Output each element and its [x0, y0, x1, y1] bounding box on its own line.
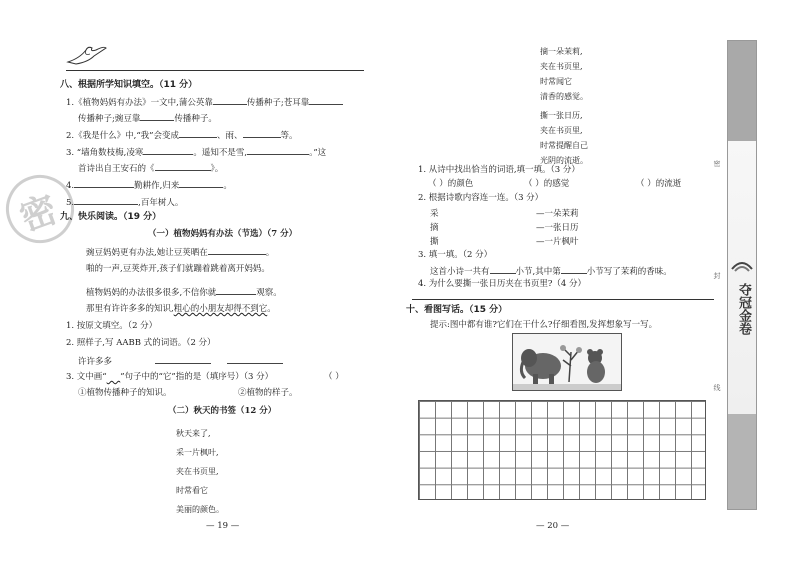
q10-2: 2. 根据诗歌内容连一连。（3 分） — [418, 193, 544, 203]
answer-blank[interactable] — [227, 355, 283, 364]
q9-2-example: 许许多多 — [78, 355, 283, 368]
bird-icon — [66, 44, 108, 68]
answer-blank[interactable] — [74, 196, 138, 205]
watermark-stamp: 密 — [0, 165, 84, 252]
answer-blank[interactable] — [179, 179, 223, 188]
q9-1: 1. 按原文填空。（2 分） — [66, 321, 158, 331]
poem-line: 时常提醒自己 — [540, 141, 588, 150]
poem-line: 美丽的颜色。 — [176, 505, 224, 514]
q10-1-blank-b[interactable]: （ ）的感觉 — [524, 179, 570, 189]
q9-3-option-2[interactable]: ②植物的样子。 — [238, 388, 298, 398]
answer-blank[interactable] — [216, 286, 256, 295]
answer-blank[interactable] — [243, 129, 281, 138]
poem-line: 清香的感觉。 — [540, 92, 588, 101]
q8-1-line1: 1.《植物妈妈有办法》一文中,蒲公英靠 传播种子;苍耳靠 — [66, 96, 343, 109]
answer-blank[interactable] — [561, 265, 587, 274]
poem-line: 时常看它 — [176, 486, 208, 495]
sidebar-band-bottom — [728, 414, 756, 509]
page-number-right: — 20 — — [536, 521, 570, 531]
illustration-icon — [513, 334, 621, 390]
q8-1-line2: 传播种子;豌豆靠 传播种子。 — [78, 114, 217, 124]
section-10-title: 十、看图写话。（15 分） — [406, 305, 508, 315]
passage-2-title: （二）秋天的书签（12 分） — [168, 406, 277, 416]
poem-line: 采一片枫叶, — [176, 448, 219, 457]
page-number-left: — 19 — — [206, 521, 240, 531]
poem-calendar — [540, 108, 588, 168]
answer-blank[interactable] — [143, 146, 193, 155]
q8-3-line2: 首诗出自王安石的《 》。 — [78, 164, 224, 174]
sidebar-band-top — [728, 41, 756, 141]
seal-label-top: 密 — [713, 160, 721, 167]
book-icon — [730, 255, 754, 275]
q9-3-option-1[interactable]: ①植物传播种子的知识。 — [78, 388, 172, 398]
match-item[interactable]: 撕 — [430, 237, 439, 247]
q10-1-blank-c[interactable]: （ ）的流逝 — [636, 179, 682, 189]
q8-2: 2.《我是什么》中,“我”会变成 、雨、 等。 — [66, 131, 298, 141]
brand-logo: 夺冠金卷 — [730, 255, 754, 345]
answer-blank[interactable] — [155, 355, 211, 364]
passage-1-line4: 那里有许许多多的知识,粗心的小朋友却得不到它。 — [86, 304, 276, 314]
poem-line: 光阴的流逝。 — [540, 156, 588, 165]
match-item[interactable]: —一朵茉莉 — [536, 209, 579, 219]
poem-line: 秋天来了, — [176, 429, 211, 438]
section-8-title: 八、根据所学知识填空。（11 分） — [60, 80, 198, 90]
match-item[interactable]: —一片枫叶 — [536, 237, 579, 247]
poem-jasmine — [540, 44, 588, 104]
match-item[interactable]: 摘 — [430, 223, 439, 233]
match-item[interactable]: —一张日历 — [536, 223, 579, 233]
poem-line: 夹在书页里, — [176, 467, 219, 476]
q10-1-blank-a[interactable]: （ ）的颜色 — [428, 179, 474, 189]
section-10-hint: 提示:图中都有谁?它们在干什么?仔细看图,发挥想象写一写。 — [430, 320, 658, 330]
binding-sidebar — [727, 40, 757, 510]
q9-3-answer-paren[interactable]: （ ） — [324, 372, 344, 382]
q8-3-line1: 3. “墙角数枝梅,凌寒 。遥知不是雪, 。”这 — [66, 148, 327, 158]
poem-autumn — [176, 424, 224, 519]
answer-blank[interactable] — [179, 129, 217, 138]
passage-1-title: （一）植物妈妈有办法（节选）（7 分） — [148, 229, 298, 239]
divider-rule — [412, 299, 714, 300]
top-rule-left — [66, 70, 364, 71]
q8-5: 5. ,百年树人。 — [66, 198, 184, 208]
answer-blank[interactable] — [155, 162, 211, 171]
answer-blank[interactable] — [74, 179, 134, 188]
answer-blank[interactable] — [247, 146, 309, 155]
answer-blank[interactable] — [140, 112, 174, 121]
passage-1-line1: 豌豆妈妈更有办法,她让豆荚晒在 。 — [86, 248, 275, 258]
answer-blank[interactable] — [490, 265, 516, 274]
poem-line: 时常闻它 — [540, 77, 572, 86]
writing-grid[interactable] — [418, 400, 706, 500]
q10-4: 4. 为什么要撕一张日历夹在书页里?（4 分） — [418, 279, 586, 289]
seal-label-middle: 封 — [713, 272, 721, 279]
seal-label-bottom: 线 — [713, 384, 721, 391]
q10-3: 3. 填一填。（2 分） — [418, 250, 493, 260]
section-9-title: 九、快乐阅读。（19 分） — [60, 212, 162, 222]
answer-blank[interactable] — [213, 96, 247, 105]
q10-3-sentence: 这首小诗一共有 小节,其中第 小节写了茉莉的香味。 — [430, 267, 672, 277]
q10-1: 1. 从诗中找出恰当的词语,填一填。（3 分） — [418, 165, 580, 175]
passage-1-line3: 植物妈妈的办法很多很多,不信你就 观察。 — [86, 288, 282, 298]
match-item[interactable]: 采 — [430, 209, 439, 219]
q8-4: 4. 勤耕作,归来 。 — [66, 181, 232, 191]
poem-line: 夹在书页里, — [540, 62, 583, 71]
match-left-column — [430, 207, 439, 249]
answer-blank[interactable] — [309, 96, 343, 105]
poem-line: 撕一张日历, — [540, 111, 583, 120]
q9-2: 2. 照样子,写 AABB 式的词语。（2 分） — [66, 338, 216, 348]
match-right-column — [536, 207, 579, 249]
poem-line: 夹在书页里, — [540, 126, 583, 135]
passage-1-line2: 啪的一声,豆荚炸开,孩子们就蹦着跳着离开妈妈。 — [86, 264, 270, 274]
elephant-bear-picture — [512, 333, 622, 391]
answer-blank[interactable] — [208, 246, 266, 255]
poem-line: 摘一朵茉莉, — [540, 47, 583, 56]
q9-3: 3. 文中画“​ ”句子中的“它”指的是（填序号）（3 分） — [66, 372, 274, 382]
